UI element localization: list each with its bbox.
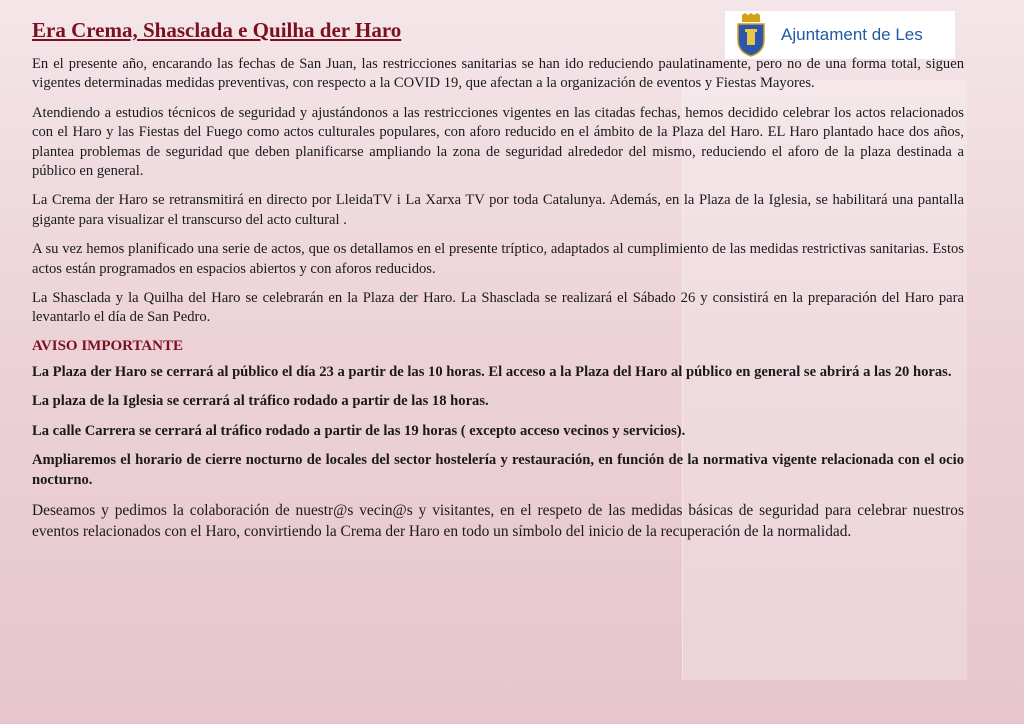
aviso-item: La calle Carrera se cerrará al tráfico rodado a partir de las 19 horas ( excepto acceso vecinos y servicios). [32, 422, 686, 439]
aviso-item: La Plaza der Haro se cerrará al público el día 23 a partir de las 10 horas. El acceso a la Plaza del Haro al público en general se abrirá a las 20 horas. [32, 363, 952, 380]
aviso-heading: AVISO IMPORTANTE [32, 337, 184, 354]
aviso-item: Ampliaremos el horario de cierre nocturno de locales del sector hostelería y restauración, en función de la normativa vigente relacionada con el ocio nocturno. [32, 452, 964, 488]
paragraph-security: Atendiendo a estudios técnicos de seguridad y ajustándonos a las restricciones vigentes en las citadas fechas, hemos decidido celebrar los actos relacionados con el Haro y las Fiestas del Fuego como actos culturales populares, con aforo reducido en el ámbito de la Plaza del Haro. EL Haro plantado hace dos años, plantea problemas de seguridad que deben planificarse ampliando la zona de seguridad alrededor del mismo, reduciendo el aforo de la plaza destinada a público en general. [32, 104, 964, 180]
paragraph-activities: A su vez hemos planificado una serie de actos, que os detallamos en el presente tríptico, adaptados al cumplimiento de las medidas restrictivas sanitarias. Estos actos están programados en espacios abiertos y con aforos reducidos. [32, 241, 964, 277]
document-title: Era Crema, Shasclada e Quilha der Haro [32, 18, 402, 42]
document-body [32, 18, 964, 552]
logo-text: Ajuntament de Les [781, 25, 923, 44]
aviso-item: La plaza de la Iglesia se cerrará al tráfico rodado a partir de las 18 horas. [32, 393, 489, 410]
paragraph-broadcast: La Crema der Haro se retransmitirá en directo por LleidaTV i La Xarxa TV por toda Catalunya. Además, en la Plaza de la Iglesia, se habilitará una pantalla gigante para visualizar el transcurso del acto cultural . [32, 192, 964, 228]
closing-paragraph: Deseamos y pedimos la colaboración de nuestr@s vecin@s y visitantes, en el respeto de las medidas básicas de seguridad para celebrar nuestros eventos relacionados con el Haro, convirtiendo la Crema der Haro en todo un símbolo del inicio de la recuperación de la normalidad. [32, 501, 964, 540]
paragraph-intro: En el presente año, encarando las fechas de San Juan, las restricciones sanitarias se han ido reduciendo paulatinamente, pero no de una forma total, siguen vigentes determinadas medidas preventivas, con respecto a la COVID 19, que afectan a la organización de eventos y Fiestas Mayores. [32, 56, 964, 92]
paragraph-shasclada: La Shasclada y la Quilha del Haro se celebrarán en la Plaza der Haro. La Shasclada se realizará el Sábado 26 y consistirá en la preparación del Haro para levantarlo el día de San Pedro. [32, 290, 964, 326]
